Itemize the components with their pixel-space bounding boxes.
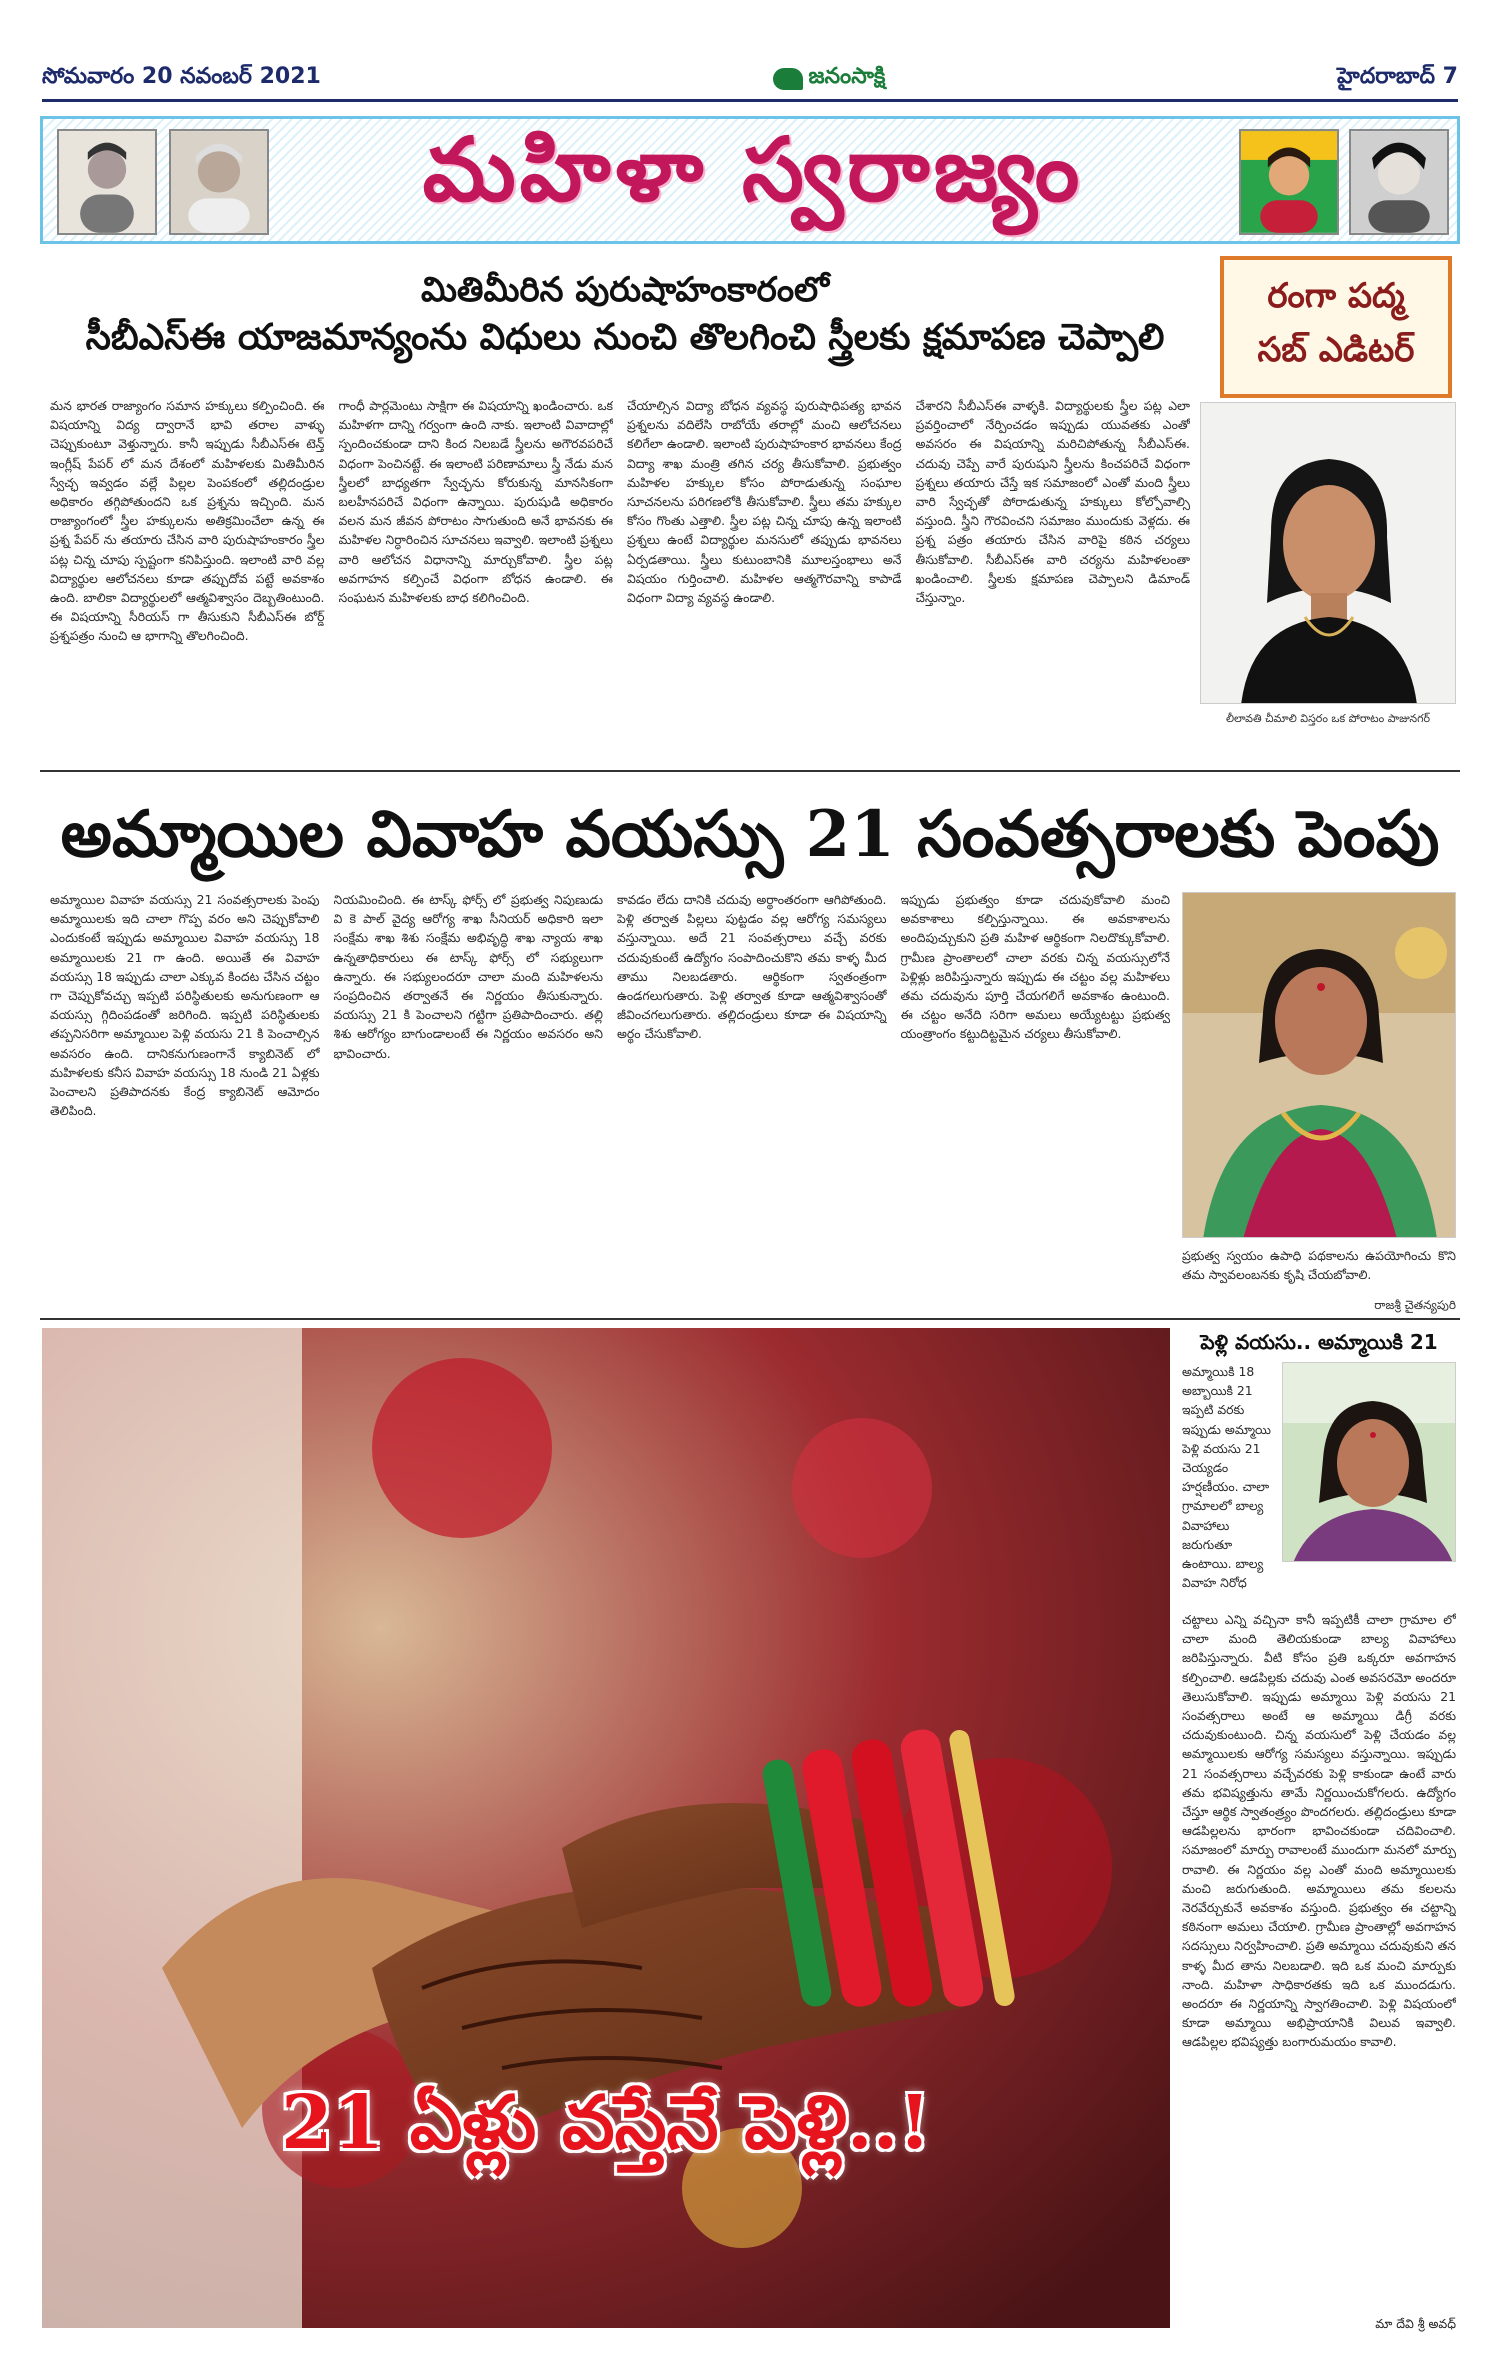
article1-body	[50, 396, 1190, 756]
article1-headline: సీబీఎస్ఈ యాజమాన్యంను విధులు నుంచి తొలగించి స్త్రీలకు క్షమాపణ చెప్పాలి	[85, 316, 1165, 358]
author-name: రంగా పద్మ	[1267, 276, 1405, 316]
sidebar-body: చట్టాలు ఎన్ని వచ్చినా కానీ ఇప్పటికీ చాలా గ్రామాల లో చాలా మంది తెలియకుండా బాల్య వివాహాలు జరిపిస్తున్నారు. వీటి కోసం ప్రతి ఒక్కరూ అవగాహన కల్పించాలి. ఆడపిల్లకు చదువు ఎంత అవసరమో అందరూ తెలుసుకోవాలి. ఇప్పుడు అమ్మాయి పెళ్లి వయసు 21 సంవత్సరాలు అంటే ఆ అమ్మాయి డిగ్రీ వరకు చదువుకుంటుంది. చిన్న వయసులో పెళ్లి చేయడం వల్ల అమ్మాయిలకు ఆరోగ్య సమస్యలు వస్తున్నాయి. ఇప్పుడు 21 సంవత్సరాలు వచ్చేవరకు పెళ్లి కాకుండా ఉంటే వారు తమ భవిష్యత్తును తామే నిర్ణయించుకోగలరు. ఉద్యోగం చేస్తూ ఆర్థిక స్వాతంత్ర్యం పొందగలరు. తల్లిదండ్రులు కూడా ఆడపిల్లలను భారంగా భావించకుండా చదివించాలి. సమాజంలో మార్పు రావాలంటే ముందుగా మనలో మార్పు రావాలి. ఈ నిర్ణయం వల్ల ఎంతో మంది అమ్మాయిలకు మంచి జరుగుతుంది. అమ్మాయిలు తమ కలలను నెరవేర్చుకునే అవకాశం వస్తుంది. ప్రభుత్వం ఈ చట్టాన్ని కఠినంగా అమలు చేయాలి. గ్రామీణ ప్రాంతాల్లో అవగాహన సదస్సులు నిర్వహించాలి. ప్రతి అమ్మాయి చదువుకుని తన కాళ్ళ మీద తాను నిలబడాలి. ఇది ఒక మంచి మార్పుకు నాంది. మహిళా సాధికారతకు ఇది ఒక ముందడుగు. అందరూ ఈ నిర్ణయాన్ని స్వాగతించాలి. పెళ్లి విషయంలో కూడా అమ్మాయి అభిప్రాయానికి విలువ ఇవ్వాలి. ఆడపిల్లల భవిష్యత్తు బంగారుమయం కావాలి.	[1182, 1612, 1456, 2050]
logo-text: జనంసాక్షి	[808, 63, 886, 89]
sidebar-signature: మా దేవి శ్రీ అవధ్	[1375, 2316, 1456, 2331]
sidebar-title: పెళ్లి వయసు.. అమ్మాయికి 21	[1200, 1330, 1438, 1354]
page-city-number: హైదరాబాద్ 7	[1337, 63, 1458, 89]
article2-headline: అమ్మాయిల వివాహ వయస్సు 21 సంవత్సరాలకు పెంపు	[60, 797, 1440, 872]
author-byline-box	[1220, 256, 1452, 398]
section-divider	[40, 1318, 1460, 1320]
article2-body	[50, 890, 1170, 1310]
newspaper-logo	[773, 64, 886, 94]
article2-column: అమ్మాయిల వివాహ వయస్సు 21 సంవత్సరాలకు పెంపు అమ్మాయిలకు ఇది చాలా గొప్ప వరం అని చెప్పుకోవాలి ఎందుకంటే ఇప్పుడు అమ్మాయిల వివాహ వయస్సు 18 అమ్మాయిలకు 21 గా ఉంది. అయితే ఈ వివాహ వయస్సు 18 ఇప్పుడు చాలా ఎక్కువ కిందట చేసిన చట్టం గా చెప్పుకోవచ్చు ఇప్పటి పరిస్థితులకు అనుగుణంగా ఆ వయస్సు గ్గిదింపడంతో జరిగింది. ఇప్పటి పరిస్థితులకు తప్పనిసరిగా అమ్మాయిల పెళ్లి వయసు 21 కి పెంచాల్సిన అవసరం ఉంది. దానికనుగుణంగానే క్యాబినెట్ లో మహిళలకు కనీస వివాహ వయస్సు 18 నుండి 21 ఏళ్లకు పెంచాలని ప్రతిపాదనకు కేంద్ర క్యాబినెట్ ఆమోదం తెలిపింది.	[50, 892, 320, 1119]
article1-column: గాంధీ పార్లమెంటు సాక్షిగా ఈ విషయాన్ని ఖండించారు. ఒక మహిళగా దాన్ని గర్వంగా ఉంది నాకు. ఇలాంటి వివాదాల్లో స్పందించకుండా దాని కింద నిలబడే స్త్రీలను అగౌరవపరిచే విధంగా పెంచినట్టే. ఈ ఇలాంటి పరిణామాలు స్త్రీ నేడు మన స్త్రీలలో బాధ్యతగా స్వేచ్ఛను కోరుకున్న మానసికంగా బలహీనపరిచే విధంగా ఉన్నాయి. పురుషుడి అధికారం వలన మన జీవన పోరాటం సాగుతుంది అనే భావనకు ఈ మహిళల నిర్ధారించిన సూచనలు ఇవ్వాలి. ఇలాంటి ప్రశ్నలు వారి ఆలోచన విధానాన్ని మార్చుకోవాలి. స్త్రీల పట్ల అవగాహన కల్పించే విధంగా బోధన ఉండాలి. ఈ సంఘటన మహిళలకు బాధ కలిగించింది.	[338, 398, 613, 606]
article2-column: ఇప్పుడు ప్రభుత్వం కూడా చదువుకోవాలి మంచి అవకాశాలు కల్పిస్తున్నాయి. ఈ అవకాశాలను అందిపుచ్చుకుని ప్రతి మహిళ ఆర్థికంగా నిలదొక్కుకోవాలి. గ్రామీణ ప్రాంతాలలో చాలా వరకు చిన్న వయస్సులోనే పెళ్లిళ్లు జరిపిస్తున్నారు ఇప్పుడు ఈ చట్టం వల్ల మహిళలు తమ చదువును పూర్తి చేయగలిగే అవకాశం ఉంటుంది. ఈ చట్టం అనేది సరిగా అమలు అయ్యేటట్టు ప్రభుత్వ యంత్రాంగం కట్టుదిట్టమైన చర్యలు తీసుకోవాలి.	[900, 892, 1170, 1042]
article2-signature: రాజశ్రీ చైతన్యపురి	[1374, 1298, 1456, 1312]
author-photo	[1182, 892, 1456, 1238]
article1-column: మన భారత రాజ్యాంగం సమాన హక్కులు కల్పించింది. ఈ విషయాన్ని విద్య ద్వారానే భావి తరాల వాళ్ళు చెప్పుకుంటూ వెళ్తున్నారు. కానీ ఇప్పుడు సీబీఎస్ఈ టెన్త్ ఇంగ్లీష్ పేపర్ లో మన దేశంలో మహిళలకు మితిమీరిన స్వేచ్ఛ ఇవ్వడం వల్లే పిల్లల పెంపకంలో తల్లిదండ్రుల అధికారం తగ్గిపోతుందని ఒక ప్రశ్నను ఇచ్చింది. మన రాజ్యాంగంలో స్త్రీల హక్కులను అతిక్రమించేలా ఉన్న ఈ ప్రశ్న పేపర్ ను తయారు చేసిన వారి పురుషాహంకారం స్త్రీల పట్ల చిన్న చూపు స్పష్టంగా కనిపిస్తుంది. ఇలాంటి వారి వల్ల విద్యార్థుల ఆలోచనలు కూడా తప్పుదోవ పట్టే అవకాశం ఉంది. బాలికా విద్యార్థులలో ఆత్మవిశ్వాసం దెబ్బతింటుంది. ఈ విషయాన్ని సీరియస్ గా తీసుకుని సీబీఎస్ఈ బోర్డ్ ప్రశ్నపత్రం నుంచి ఆ భాగాన్ని తొలగించింది.	[50, 398, 325, 644]
masthead-banner	[40, 116, 1460, 244]
author-photo	[1200, 402, 1456, 704]
article1-kicker: మితిమీరిన పురుషాహంకారంలో	[420, 270, 830, 310]
section-divider	[40, 770, 1460, 772]
article1-column: చేయాల్సిన విద్యా బోధన వ్యవస్థ పురుషాధిపత్య భావన ప్రశ్నలను వదిలేసి రాబోయే తరాల్లో మంచి ఆలోచనలు కలిగేలా ఉండాలి. ఇలాంటి పురుషాహంకార భావనలు కేంద్ర విద్యా శాఖ మంత్రి తగిన చర్య తీసుకోవాలి. ప్రభుత్వం మహిళల హక్కుల కోసం పోరాడుతున్న సంఘాల సూచనలను పరిగణలోకి తీసుకోవాలి. స్త్రీలు తమ హక్కుల కోసం గొంతు ఎత్తాలి. స్త్రీల పట్ల చిన్న చూపు ఉన్న ఇలాంటి ప్రశ్నలు ఉంటే విద్యార్థుల మనసులో తప్పుడు భావనలు ఏర్పడతాయి. స్త్రీలు కుటుంబానికి మూలస్తంభాలు అనే విషయం గుర్తించాలి. మహిళల ఆత్మగౌరవాన్ని కాపాడే విధంగా విద్యా వ్యవస్థ ఉండాలి.	[627, 398, 902, 606]
author-photo	[1282, 1362, 1456, 1562]
article1-column: చేశారని సీబీఎస్ఈ వాళ్ళకి. విద్యార్థులకు స్త్రీల పట్ల ఎలా ప్రవర్తించాలో నేర్పించడం ఇప్పుడు యువతకు ఎంతో అవసరం ఈ విషయాన్ని మరిచిపోతున్న సీబీఎస్ఈ. చదువు చెప్పే వారే పురుషుని స్త్రీలను కించపరిచే విధంగా ప్రశ్నలు తయారు చేస్తే ఇక సమాజంలో ఎంతో మంది స్త్రీలు వారి స్వేచ్ఛతో పోరాడుతున్న హక్కులు కోల్పోవాల్సి వస్తుంది. స్త్రీని గౌరవించని సమాజం ముందుకు వెళ్లదు. ఈ ప్రశ్న పత్రం తయారు చేసిన వారిపై కఠిన చర్యలు తీసుకోవాలి. సీబీఎస్ఈ వారి చర్యను మహిళలంతా ఖండించాలి. స్త్రీలకు క్షమాపణ చెప్పాలని డిమాండ్ చేస్తున్నాం.	[915, 398, 1190, 606]
portrait-icon	[1349, 129, 1449, 235]
photo-caption: లీలావతి చీమాలి విస్తరం ఒక పోరాటం పాజునగర్	[1225, 712, 1431, 725]
portrait-icon	[169, 129, 269, 235]
portrait-icon	[57, 129, 157, 235]
sidebar-intro: అమ్మాయికి 18 అబ్బాయికి 21 ఇప్పటి వరకు ఇప్పుడు అమ్మాయి పెళ్లి వయసు 21 చెయ్యడం హర్షణీయం. చాలా గ్రామాలలో బాల్య వివాహాలు జరుగుతూ ఉంటాయి. బాల్య వివాహ నిరోధ	[1182, 1364, 1271, 1591]
article2-closing-text: ప్రభుత్వ స్వయం ఉపాధి పథకాలను ఉపయోగించు కొని తమ స్వావలంబనకు కృషి చేయబోవాలి.	[1182, 1248, 1456, 1283]
issue-date: సోమవారం 20 నవంబర్ 2021	[42, 63, 321, 89]
article2-column: కావడం లేదు దానికి చదువు అర్థాంతరంగా ఆగిపోతుంది. పెళ్లి తర్వాత పిల్లలు పుట్టడం వల్ల ఆరోగ్య సమస్యలు వస్తున్నాయి. అదే 21 సంవత్సరాలు వచ్చే వరకు చదువుకుంటే ఉద్యోగం సంపాదించుకొని తమ కాళ్ళ మీద తాము నిలబడతారు. ఆర్థికంగా స్వతంత్రంగా ఉండగలుగుతారు. పెళ్లి తర్వాత కూడా ఆత్మవిశ్వాసంతో జీవించగలుగుతారు. తల్లిదండ్రులు కూడా ఈ విషయాన్ని అర్థం చేసుకోవాలి.	[617, 892, 887, 1042]
photo-overlay-title: 21 ఏళ్లు వస్తేనే పెళ్లి..!	[281, 2080, 931, 2166]
green-leaf-logo-icon	[773, 68, 803, 90]
page-header	[42, 58, 1458, 102]
author-role: సబ్ ఎడిటర్	[1257, 330, 1415, 370]
portrait-icon	[1239, 129, 1339, 235]
article2-column: నియమించింది. ఈ టాస్క్ ఫోర్స్ లో ప్రభుత్వ నిపుణుడు వి కె పాల్ వైద్య ఆరోగ్య శాఖ సీనియర్ అధికారి ఇలా సంక్షేమ శాఖ శిశు సంక్షేమ అభివృద్ధి శాఖ న్యాయ శాఖ ఉన్నతాధికారులు ఈ టాస్క్ ఫోర్స్ లో సభ్యులుగా ఉన్నారు. ఈ సభ్యులందరూ చాలా మంది మహిళలను సంప్రదించిన తర్వాతనే ఈ నిర్ణయం తీసుకున్నారు. వయస్సు 21 కి పెంచాలని గట్టిగా ప్రతిపాదించారు. తల్లి శిశు ఆరోగ్యం బాగుండాలంటే ఈ నిర్ణయం అవసరం అని భావించారు.	[333, 892, 603, 1061]
masthead-title: మహిళా స్వరాజ్యం	[422, 117, 1084, 221]
